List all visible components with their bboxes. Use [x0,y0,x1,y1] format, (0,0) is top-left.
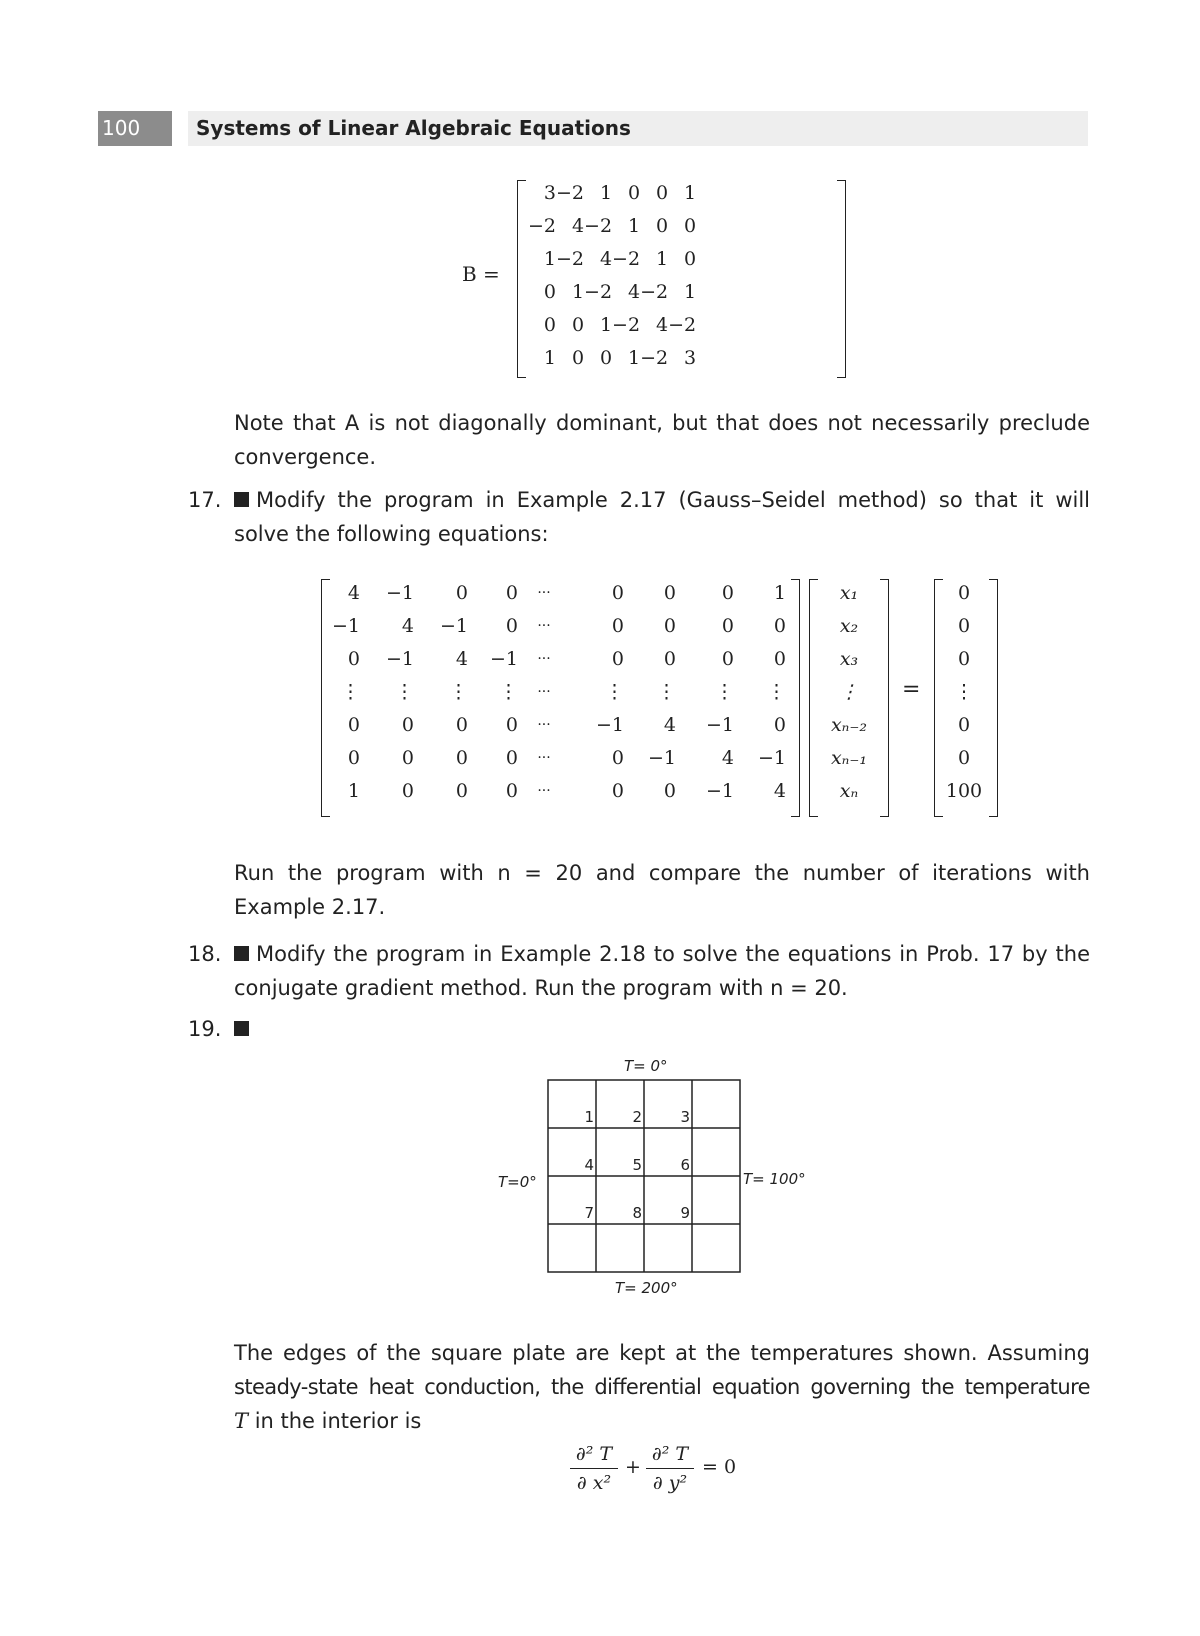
coefficient-cell: 4 [401,615,414,637]
grid-node-number: 2 [632,1108,642,1126]
coefficient-cell: 0 [455,714,468,736]
rhs-vector-cell: ⋮ [954,681,974,703]
matrix-b-cell: 4 [571,215,585,237]
matrix-b-cell: −2 [640,347,669,369]
grid-node-number: 5 [632,1156,642,1174]
coefficient-cell: 0 [663,780,676,802]
left-temperature-label: T=0° [498,1173,537,1191]
coefficient-cell: 0 [663,648,676,670]
matrix-b-row [528,342,696,375]
fraction-1 [570,1440,618,1497]
rhs-vector-cell: 0 [957,747,971,769]
equation-plus: + [625,1456,641,1478]
matrix-b-cell: 1 [684,281,697,303]
coefficient-cell: −1 [705,780,734,802]
x-vector-cell: x₂ [839,615,859,637]
coefficient-cell: 4 [347,582,360,604]
x-vector-cell: x₁ [839,582,859,604]
coefficient-cell: ⋮ [715,681,734,703]
problem-17-statement: Modify the program in Example 2.17 (Gauss–Seidel method) so that it will solve the following equations: [234,488,1090,546]
coefficient-cell: ··· [537,651,551,667]
matrix-b-cell: 0 [684,215,697,237]
problem-19-marker-icon [234,1021,249,1036]
coefficient-cell: 4 [773,780,786,802]
matrix-b-cell: 0 [571,314,585,336]
coefficient-cell: 0 [347,714,360,736]
paragraph-line-3-text: in the interior is [248,1409,422,1433]
rhs-vector-row [940,610,988,643]
coefficient-cell: 0 [455,747,468,769]
coefficient-cell: ··· [537,585,551,601]
paragraph-line-2: steady-state heat conduction, the differential equation governing the temperature [234,1375,1090,1399]
bottom-temperature-label: T= 200° [615,1279,678,1297]
coefficient-cell: 0 [455,780,468,802]
coefficient-cell: ⋮ [395,681,414,703]
coefficient-row [328,742,786,775]
matrix-b-cell: 4 [627,281,641,303]
coefficient-cell: ⋮ [657,681,676,703]
chapter-title: Systems of Linear Algebraic Equations [188,111,1088,146]
rhs-vector [940,577,988,808]
x-left-bracket [809,579,818,817]
matrix-b-row [528,177,696,210]
coefficient-cell: 0 [611,582,624,604]
coefficient-cell: 1 [347,780,360,802]
plate-grid [490,1055,850,1305]
coefficient-cell: 0 [505,582,518,604]
matrix-b-cell: 3 [684,347,697,369]
matrix-b-cell: −2 [584,281,613,303]
coefficient-cell: 0 [455,582,468,604]
rhs-vector-row [940,643,988,676]
coefficient-cell: 0 [611,747,624,769]
grid-node-number: 4 [584,1156,594,1174]
coefficient-row [328,775,786,808]
page-number: 100 [98,111,172,146]
coefficient-cell: −1 [757,747,786,769]
coefficient-cell: ··· [537,717,551,733]
fraction-2-denominator: ∂ y² [652,1472,688,1494]
coefficient-cell: 0 [505,747,518,769]
coefficient-cell: 0 [347,747,360,769]
matrix-b-cell: 1 [655,248,669,270]
problem-18-marker-icon [234,946,249,961]
coefficient-cell: ⋮ [605,681,624,703]
note-paragraph: Note that A is not diagonally dominant, but that does not necessarily preclude convergence. [234,411,1090,469]
coefficient-cell: 0 [611,780,624,802]
matrix-b-table [528,177,696,375]
coefficient-cell: ··· [537,750,551,766]
coefficient-cell: ··· [537,618,551,634]
x-vector-cell: xₙ₋₁ [830,747,868,769]
x-vector-row [818,775,880,808]
coefficient-cell: −1 [331,615,360,637]
matrix-b-cell: 0 [627,182,641,204]
matrix-b-cell: 0 [543,281,557,303]
coefficient-cell: 0 [773,648,786,670]
problem-18-number: 18. [188,942,222,966]
matrix-b-cell: 0 [571,347,585,369]
matrix-b-cell: 0 [655,182,669,204]
coefficient-row [328,676,786,709]
matrix-b-cell: 1 [684,182,697,204]
coefficient-cell: 0 [773,714,786,736]
matrix-b-cell: 4 [655,314,669,336]
coefficient-cell: −1 [489,648,518,670]
coefficient-cell: 4 [455,648,468,670]
coefficient-cell: ··· [537,684,551,700]
x-vector-row [818,610,880,643]
matrix-b-row [528,309,696,342]
coefficient-cell: ⋮ [449,681,468,703]
rhs-vector-row [940,709,988,742]
x-vector-row [818,643,880,676]
rhs-vector-cell: 100 [945,780,983,802]
coefficient-cell: 0 [663,582,676,604]
coefficient-cell: 0 [505,780,518,802]
coefficient-cell: −1 [705,714,734,736]
coefficient-cell: −1 [439,615,468,637]
problem-19-number: 19. [188,1017,222,1041]
grid-node-number: 6 [680,1156,690,1174]
coefficient-cell: 0 [663,615,676,637]
coefficient-cell: 0 [505,714,518,736]
coefficient-cell: 0 [721,648,734,670]
matrix-b-cell: −2 [556,182,585,204]
system-equals: = [902,677,921,702]
problem-17-number: 17. [188,488,222,512]
coefficient-cell: ⋮ [767,681,786,703]
matrix-b-cell: −2 [668,314,697,336]
matrix-b-cell: 0 [655,215,669,237]
coefficient-cell: 0 [347,648,360,670]
coefficient-row [328,610,786,643]
matrix-b-row [528,210,696,243]
coefficient-cell: −1 [385,582,414,604]
matrix-b-cell: −2 [612,314,641,336]
x-vector-cell: xₙ [839,780,859,802]
coefficient-row [328,577,786,610]
problem-18-statement: Modify the program in Example 2.18 to solve the equations in Prob. 17 by the conjugate gradient method. Run the program with n = 20. [234,942,1090,1000]
problem-18-text [234,937,1090,1005]
matrix-b-row [528,276,696,309]
matrix-b-label: B = [462,262,500,286]
plate-diagram [490,1055,850,1305]
coefficient-row [328,643,786,676]
rhs-vector-cell: 0 [957,648,971,670]
coefficient-cell: 0 [401,780,414,802]
matrix-b-cell: 1 [627,215,641,237]
problem-17-system [320,577,1000,827]
rhs-vector-row [940,742,988,775]
rhs-vector-cell: 0 [957,714,971,736]
matrix-b-cell: −2 [556,248,585,270]
coefficient-cell: −1 [595,714,624,736]
equation-rhs: = 0 [702,1456,737,1478]
rhs-vector-row [940,577,988,610]
matrix-b-cell: 0 [543,314,557,336]
coefficient-cell: 0 [611,648,624,670]
grid-node-number: 3 [680,1108,690,1126]
fraction-1-denominator: ∂ x² [576,1472,612,1494]
matrix-b-cell: −2 [528,215,557,237]
rhs-right-bracket [989,579,998,817]
coefficient-cell: ··· [537,783,551,799]
matrix-b-cell: 1 [599,182,613,204]
problem-17-text [234,483,1090,551]
matrix-b-cell: −2 [584,215,613,237]
rhs-vector-row [940,676,988,709]
coefficient-cell: 0 [401,714,414,736]
coefficient-cell: −1 [647,747,676,769]
matrix-b-cell: 0 [599,347,613,369]
coefficient-cell: 0 [505,615,518,637]
grid-node-number: 9 [680,1204,690,1222]
coefficient-matrix [328,577,786,808]
matrix-b-cell: 1 [543,347,557,369]
rhs-vector-cell: 0 [957,582,971,604]
coefficient-cell: 4 [721,747,734,769]
paragraph-line-3 [234,1404,1090,1438]
problem-17-followup: Run the program with n = 20 and compare the number of iterations with Example 2.17. [234,861,1090,919]
x-vector-cell: x₃ [839,648,859,670]
fraction-2 [646,1440,694,1497]
matrix-b-cell: 1 [571,281,585,303]
fraction-1-numerator: ∂² T [575,1443,613,1465]
coefficient-cell: 0 [773,615,786,637]
problem-17-marker-icon [234,492,249,507]
x-vector-row [818,742,880,775]
coefficient-cell: ⋮ [499,681,518,703]
coefficient-row [328,709,786,742]
right-temperature-label: T= 100° [743,1170,806,1188]
matrix-b-left-bracket [517,180,526,378]
x-vector [818,577,880,808]
matrix-b-cell: 1 [627,347,641,369]
grid-node-number: 8 [632,1204,642,1222]
matrix-b-cell: −2 [612,248,641,270]
coefficient-cell: 0 [721,582,734,604]
coefficient-cell: −1 [385,648,414,670]
grid-node-number: 1 [584,1108,594,1126]
coefficient-cell: 0 [401,747,414,769]
coefficient-cell: 0 [611,615,624,637]
matrix-b-cell: 0 [684,248,697,270]
coefficient-cell: 4 [663,714,676,736]
matrix-b-row [528,243,696,276]
rhs-vector-row [940,775,988,808]
variable-t: T [234,1409,249,1433]
matrix-b-cell: 1 [543,248,557,270]
matrix-b-cell: 4 [599,248,613,270]
paragraph-line-1: The edges of the square plate are kept at the temperatures shown. Assuming [234,1341,1090,1365]
laplace-equation [570,1440,770,1510]
x-vector-cell: xₙ₋₂ [830,714,868,736]
x-right-bracket [880,579,889,817]
fraction-2-numerator: ∂² T [651,1443,689,1465]
matrix-b-right-bracket [837,180,846,378]
x-vector-row [818,577,880,610]
rhs-vector-cell: 0 [957,615,971,637]
top-temperature-label: T= 0° [624,1057,668,1075]
x-vector-row [818,709,880,742]
matrix-b-cell: −2 [640,281,669,303]
problem-19-paragraph [234,1336,1090,1438]
matrix-b-cell: 1 [599,314,613,336]
coefficient-cell: ⋮ [341,681,360,703]
coefficient-cell: 1 [773,582,786,604]
matrix-b-cell: 3 [543,182,557,204]
x-vector-cell: ⋮ [839,681,859,703]
grid-node-number: 7 [584,1204,594,1222]
coefficient-cell: 0 [721,615,734,637]
coeff-right-bracket [791,579,800,817]
x-vector-row [818,676,880,709]
